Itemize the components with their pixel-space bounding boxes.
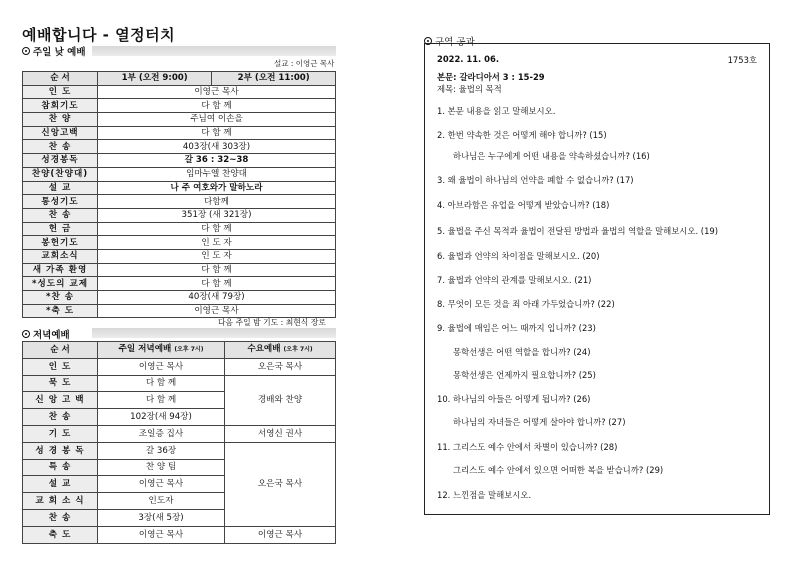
row-value: 다 함 께	[98, 99, 336, 113]
question-item: 6. 율법과 언약의 차이점을 말해보시오. (20)	[437, 251, 600, 261]
sunday-evening-label: 주일 저녁예배	[118, 344, 172, 355]
table-row	[23, 181, 336, 195]
sunday-evening-value: 이영근 목사	[98, 476, 225, 493]
question-item: 8. 무엇이 모든 것을 죄 아래 가두었습니까? (22)	[437, 299, 615, 309]
row-value: 다 함 께	[98, 126, 336, 140]
question-item: 9. 율법에 매임은 어느 때까지 입니까? (23)	[437, 323, 596, 333]
speaker-note: 설교 : 이영근 목사	[274, 59, 335, 68]
row-value: 40장(새 79장)	[98, 291, 336, 305]
sunday-section-label: 주일 낮 예배	[33, 47, 86, 58]
table-row	[23, 113, 336, 127]
header-cell: 1부 (오전 9:00)	[98, 72, 212, 86]
wednesday-value: 서영신 권사	[225, 425, 336, 442]
row-label: 신앙고백	[23, 126, 98, 140]
row-label: 성 경 봉 독	[23, 442, 98, 459]
table-row	[23, 375, 336, 392]
row-value: 임마누엘 찬양대	[98, 167, 336, 181]
question-item: 하나님의 자녀들은 어떻게 살아야 합니까? (27)	[453, 417, 626, 427]
sunday-evening-value: 102장(새 94장)	[98, 409, 225, 426]
wednesday-label: 수요예배	[247, 344, 281, 355]
header-cell: 2부 (오전 11:00)	[212, 72, 336, 86]
row-label: 헌 금	[23, 222, 98, 236]
header-cell	[225, 342, 336, 359]
row-label: 묵 도	[23, 375, 98, 392]
sunday-worship-table	[22, 71, 336, 318]
study-sheet	[424, 43, 770, 515]
table-row	[23, 304, 336, 318]
wednesday-value: 경배와 찬양	[225, 375, 336, 425]
row-label: 교 회 소 식	[23, 493, 98, 510]
header-cell: 순 서	[23, 342, 98, 359]
table-row	[23, 154, 336, 168]
row-label: 인 도	[23, 85, 98, 99]
question-item: 하나님은 누구에게 어떤 내용을 약속하셨습니까? (16)	[453, 151, 650, 161]
table-row	[23, 222, 336, 236]
row-label: *성도의 교제	[23, 277, 98, 291]
time-note: (오후 7시)	[283, 346, 313, 354]
page-title: 예배합니다 - 열정터치	[22, 26, 176, 44]
question-item: 1. 본문 내용을 읽고 말해보시오.	[437, 106, 556, 116]
sunday-evening-value: 다 함 께	[98, 392, 225, 409]
circle-bullet-icon	[22, 330, 30, 338]
table-row	[23, 126, 336, 140]
row-label: 찬양(찬양대)	[23, 167, 98, 181]
next-prayer-note: 다음 주일 밤 기도 : 최현식 장로	[218, 318, 326, 327]
sunday-evening-value: 찬 양 팀	[98, 459, 225, 476]
table-row	[23, 358, 336, 375]
row-value: 다 함 께	[98, 277, 336, 291]
question-item: 몽학선생은 어떤 역할을 합니까? (24)	[453, 347, 591, 357]
row-label: *찬 송	[23, 291, 98, 305]
table-row	[23, 140, 336, 154]
row-label: 찬 송	[23, 509, 98, 526]
row-label: 특 송	[23, 459, 98, 476]
row-value: 갈 36 : 32~38	[98, 154, 336, 168]
table-row	[23, 291, 336, 305]
row-label: 찬 송	[23, 208, 98, 222]
row-label: 새 가족 환영	[23, 263, 98, 277]
question-item: 10. 하나님의 아들은 어떻게 됩니까? (26)	[437, 394, 591, 404]
row-label: 교회소식	[23, 249, 98, 263]
sunday-evening-value: 인도자	[98, 493, 225, 510]
table-header-row	[23, 342, 336, 359]
evening-section-label: 저녁예배	[33, 330, 70, 341]
row-value: 인 도 자	[98, 249, 336, 263]
wednesday-value: 이영근 목사	[225, 526, 336, 543]
question-item: 5. 율법을 주신 목적과 율법이 전달된 방법과 율법의 역할을 말해보시오. (19)	[437, 226, 718, 236]
header-cell	[98, 342, 225, 359]
row-label: *축 도	[23, 304, 98, 318]
table-row	[23, 167, 336, 181]
question-item: 12. 느낀점을 말해보시오.	[437, 490, 532, 500]
study-section-label: 구역 공과	[435, 37, 475, 48]
sunday-evening-value: 갈 36장	[98, 442, 225, 459]
table-header-row	[23, 72, 336, 86]
row-value: 주님여 이손을	[98, 113, 336, 127]
row-value: 403장(새 303장)	[98, 140, 336, 154]
issue-number: 1753호	[727, 55, 757, 65]
question-item: 4. 아브라함은 유업을 어떻게 받았습니까? (18)	[437, 200, 610, 210]
evening-worship-table	[22, 341, 336, 544]
row-label: 신 앙 고 백	[23, 392, 98, 409]
row-label: 기 도	[23, 425, 98, 442]
circle-bullet-icon	[22, 47, 30, 55]
section-shade-bar	[92, 328, 336, 338]
row-label: 인 도	[23, 358, 98, 375]
row-value: 이영근 목사	[98, 85, 336, 99]
row-value: 다함께	[98, 195, 336, 209]
sunday-evening-value: 3장(새 5장)	[98, 509, 225, 526]
study-date: 2022. 11. 06.	[437, 54, 499, 64]
table-row	[23, 236, 336, 250]
sunday-evening-value: 조일증 집사	[98, 425, 225, 442]
table-row	[23, 442, 336, 459]
table-row	[23, 263, 336, 277]
question-item: 11. 그리스도 예수 안에서 차별이 있습니까? (28)	[437, 442, 618, 452]
table-row	[23, 249, 336, 263]
question-item: 3. 왜 율법이 하나님의 언약을 폐할 수 없습니까? (17)	[437, 175, 634, 185]
row-value: 351장 (새 321장)	[98, 208, 336, 222]
table-row	[23, 99, 336, 113]
row-label: 봉헌기도	[23, 236, 98, 250]
header-cell: 순 서	[23, 72, 98, 86]
wednesday-value: 오은국 목사	[225, 358, 336, 375]
question-item: 그리스도 예수 안에서 있으면 어떠한 복을 받습니까? (29)	[453, 465, 664, 475]
row-label: 축 도	[23, 526, 98, 543]
sunday-evening-value: 다 함 께	[98, 375, 225, 392]
row-label: 설 교	[23, 476, 98, 493]
table-row	[23, 85, 336, 99]
question-item: 몽학선생은 언제까지 필요합니까? (25)	[453, 370, 596, 380]
evening-section-heading	[22, 327, 70, 341]
row-label: 성경봉독	[23, 154, 98, 168]
question-item: 2. 한번 약속한 것은 어떻게 해야 합니까? (15)	[437, 130, 607, 140]
sunday-evening-value: 이영근 목사	[98, 358, 225, 375]
table-row	[23, 425, 336, 442]
wednesday-value: 오은국 목사	[225, 442, 336, 526]
row-label: 설 교	[23, 181, 98, 195]
row-label: 참회기도	[23, 99, 98, 113]
table-row	[23, 277, 336, 291]
row-label: 찬 양	[23, 113, 98, 127]
study-passage: 본문: 갈라디아서 3 : 15-29	[437, 72, 545, 82]
row-value: 다 함 께	[98, 222, 336, 236]
sunday-section-heading	[22, 44, 86, 58]
table-row	[23, 195, 336, 209]
row-label: 찬 송	[23, 409, 98, 426]
row-label: 찬 송	[23, 140, 98, 154]
row-label: 통성기도	[23, 195, 98, 209]
table-row	[23, 526, 336, 543]
row-value: 나 주 여호와가 말하노라	[98, 181, 336, 195]
time-note: (오후 7시)	[174, 346, 204, 354]
sunday-evening-value: 이영근 목사	[98, 526, 225, 543]
table-row	[23, 208, 336, 222]
row-value: 다 함 께	[98, 263, 336, 277]
row-value: 인 도 자	[98, 236, 336, 250]
section-shade-bar	[92, 46, 336, 56]
study-topic: 제목: 율법의 목적	[437, 84, 502, 94]
row-value: 이영근 목사	[98, 304, 336, 318]
question-item: 7. 율법과 언약의 관계를 말해보시오. (21)	[437, 275, 592, 285]
